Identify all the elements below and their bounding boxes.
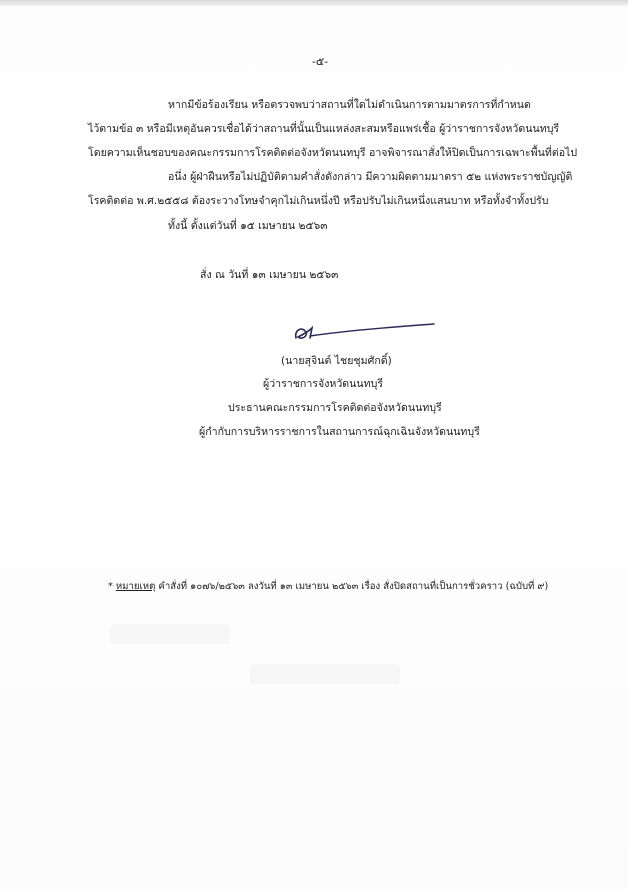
scan-edge	[0, 0, 628, 6]
signatory-name: (นายสุจินต์ ไชยชุมศักดิ์)	[281, 355, 392, 367]
footnote	[108, 580, 548, 593]
page-number: -๕-	[311, 55, 329, 68]
paragraph-2-line-2: โรคติดต่อ พ.ศ.๒๕๕๘ ต้องระวางโทษจำคุกไม่เกินหนึ่งปี หรือปรับไม่เกินหนึ่งแสนบาท หรือทั้งจำทั้งปรับ	[88, 195, 549, 207]
paragraph-1-line-3: โดยความเห็นชอบของคณะกรรมการโรคติดต่อจังหวัดนนทบุรี อาจพิจารณาสั่งให้ปิดเป็นการเฉพาะพื้นที่ต่อไป	[88, 147, 578, 159]
footnote-text: คำสั่งที่ ๑๐๗๖/๒๕๖๓ ลงวันที่ ๑๓ เมษายน ๒๕๖๓ เรื่อง สั่งปิดสถานที่เป็นการชั่วคราว (ฉบับที่ ๙)	[155, 581, 549, 592]
signatory-title-committee-chair: ประธานคณะกรรมการโรคติดต่อจังหวัดนนทบุรี	[228, 402, 442, 414]
signature-image	[288, 316, 438, 346]
signatory-title-governor: ผู้ว่าราชการจังหวัดนนทบุรี	[263, 378, 384, 390]
signature-stroke	[310, 324, 434, 336]
paragraph-1-line-2: ไว้ตามข้อ ๓ หรือมีเหตุอันควรเชื่อได้ว่าสถานที่นั้นเป็นแหล่งสะสมหรือแพร่เชื้อ ผู้ว่าราชการจังหวัดนนทบุรี	[88, 123, 560, 135]
footnote-asterisk: *	[108, 581, 113, 592]
scan-smudge	[110, 624, 230, 644]
paragraph-1-line-1: หากมีข้อร้องเรียน หรือตรวจพบว่าสถานที่ใดไม่ดำเนินการตามมาตรการที่กำหนด	[168, 99, 531, 111]
order-date: สั่ง ณ วันที่ ๑๓ เมษายน ๒๕๖๓	[200, 269, 339, 281]
scan-smudge	[250, 664, 400, 684]
paragraph-2-line-1: อนึ่ง ผู้ฝ่าฝืนหรือไม่ปฏิบัติตามคำสั่งดังกล่าว มีความผิดตามมาตรา ๕๒ แห่งพระราชบัญญัติ	[168, 171, 573, 183]
signatory-title-emergency: ผู้กำกับการบริหารราชการในสถานการณ์ฉุกเฉินจังหวัดนนทบุรี	[199, 426, 480, 438]
effective-date: ทั้งนี้ ตั้งแต่วันที่ ๑๕ เมษายน ๒๕๖๓	[168, 220, 328, 232]
footnote-label: หมายเหตุ	[115, 581, 156, 592]
signature-mark	[296, 328, 312, 338]
